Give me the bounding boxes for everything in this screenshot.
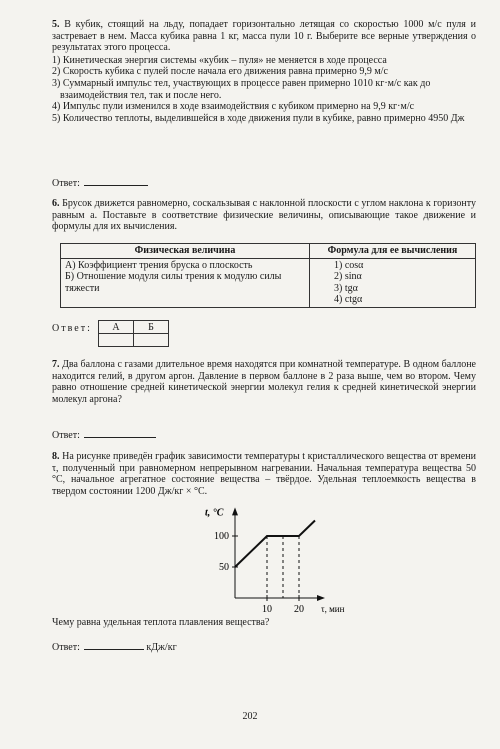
q7-answer-field[interactable] (84, 428, 156, 438)
q6-answer-cell-b[interactable] (134, 334, 169, 347)
q7-answer-label: Ответ: (52, 430, 80, 441)
q5-option: 3) Суммарный импульс тел, участвующих в процессе равен примерно 1010 кг·м/с как до взаимодействия тел, так и после него. (52, 77, 431, 101)
q6-answer-cell-a[interactable] (99, 334, 134, 347)
q6-number: 6. (52, 198, 60, 209)
q7-answer (52, 428, 156, 441)
q5-options (52, 55, 476, 125)
q6-quantity: А) Коэффициент трения бруска о плоскость (65, 259, 253, 271)
q8-answer-field[interactable] (84, 640, 144, 650)
x-tick-label: 20 (294, 604, 304, 615)
question-7 (52, 359, 476, 405)
q8-answer-unit: кДж/кг (146, 642, 177, 653)
q6-quantity: Б) Отношение модуля силы трения к модулю силы тяжести (65, 271, 282, 294)
q5-answer-field[interactable] (84, 176, 148, 186)
q5-option: 1) Кинетическая энергия системы «кубик – пуля» не меняется в ходе процесса (52, 54, 387, 66)
x-tick-label: 10 (262, 604, 272, 615)
q6-match-table (60, 243, 476, 308)
q5-answer (52, 176, 148, 189)
question-6 (52, 198, 476, 233)
x-axis-arrow (317, 595, 325, 601)
q6-answer-col-a: А (99, 321, 134, 334)
q6-col2-header: Формула для ее вычисления (310, 244, 476, 259)
question-8 (52, 451, 476, 497)
q6-formula: 4) ctgα (334, 294, 363, 306)
q6-formula: 3) tgα (334, 282, 358, 294)
y-axis-label: t, °C (205, 507, 224, 519)
q8-text: На рисунке приведён график зависимости температуры t кристаллического вещества от времени τ, полученный при равномерном непрерывном нагревании. Начальная температура вещества 50 °C, начальное агрегатное состояние вещества – твёрдое. Удельная теплоемкость вещества в твердом состоянии 1200 Дж/кг × °C. (52, 451, 476, 497)
q5-option: 4) Импульс пули изменился в ходе взаимодействия с кубиком примерно на 9,9 кг·м/с (52, 101, 415, 113)
y-axis-arrow (232, 507, 238, 515)
q8-answer (52, 640, 177, 653)
q8-question: Чему равна удельная теплота плавления вещества? (52, 617, 270, 628)
q6-quantities-cell (61, 258, 310, 307)
temperature-series-line (235, 521, 315, 568)
q6-formula: 2) sinα (334, 271, 362, 283)
question-5 (52, 19, 476, 124)
q8-answer-label: Ответ: (52, 642, 80, 653)
q6-answer-grid (98, 320, 169, 347)
q5-text: В кубик, стоящий на льду, попадает горизонтально летящая со скоростью 1000 м/с пуля и застревает в нем. Масса кубика равна 1 кг, масса пули 10 г. Выберите все верные утверждения о результатах этого процесса. (52, 19, 476, 54)
y-tick-label: 50 (219, 562, 229, 573)
q5-number: 5. (52, 19, 60, 30)
q8-number: 8. (52, 451, 60, 462)
q7-number: 7. (52, 359, 60, 370)
q5-option: 5) Количество теплоты, выделившейся в ходе движения пули в кубике, равно примерно 4950 Дж (52, 112, 465, 124)
page-number: 202 (242, 711, 258, 722)
q6-col1-header: Физическая величина (61, 244, 310, 259)
q5-answer-label: Ответ: (52, 178, 80, 189)
q6-answer-col-b: Б (134, 321, 169, 334)
q6-formulas-cell (310, 258, 476, 307)
q5-option: 2) Скорость кубика с пулей после начала его движения равна примерно 9,9 м/с (52, 66, 388, 78)
q6-answer-label: Ответ: (52, 323, 92, 334)
q6-formula: 1) cosα (334, 259, 364, 271)
x-axis-label: τ, мин (321, 604, 345, 614)
temperature-time-chart (195, 498, 365, 616)
y-tick-label: 100 (214, 531, 229, 542)
q7-text: Два баллона с газами длительное время находятся при комнатной температуре. В одном баллоне находится гелий, в другом аргон. Давление в первом баллоне в 2 раза выше, чем во втором. Чему равно отношение средней кинетической энергии молекул гелия к средней кинетической энергии молекул аргона? (52, 359, 476, 405)
q6-text: Брусок движется равномерно, соскальзывая с наклонной плоскости с углом наклона к горизонту равным a. Поставьте в соответствие физические величины, описывающие такое движение и формулы для их вычисления. (52, 198, 477, 233)
